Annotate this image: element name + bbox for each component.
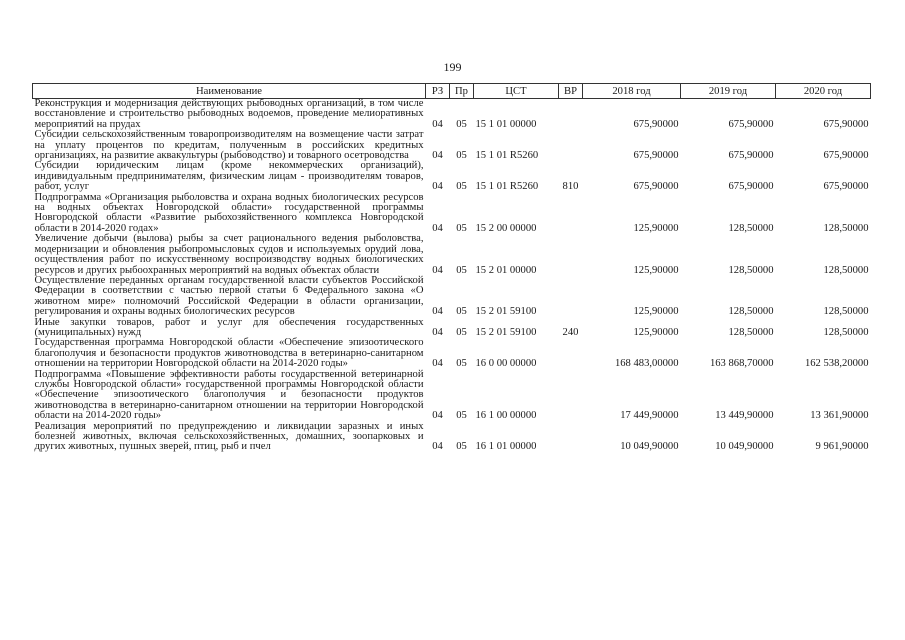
- row-vr: [559, 130, 583, 161]
- row-pr: 05: [456, 358, 467, 370]
- row-pr: 05: [456, 118, 467, 130]
- table-header: [33, 84, 871, 99]
- row-2019: 128,50000: [728, 326, 774, 338]
- row-2020: 9 961,90000: [815, 441, 869, 453]
- row-cst: 15 2 01 59100: [475, 306, 537, 318]
- row-2019: 128,50000: [728, 222, 774, 234]
- row-name: Увеличение добычи (вылова) рыбы за счет рационального ведения рыболовства, модернизации и обновления рыбопромысловых судов и используемых орудий лова, осуществления работ по искусственному воспроизводству водных биологических ресурсов и других рыбоохранных мероприятий на водных объектах области: [34, 233, 424, 276]
- row-cst: 16 1 00 00000: [475, 410, 537, 422]
- row-name: Государственная программа Новгородской области «Обеспечение эпизоотического благополучия и безопасности продуктов животноводства в ветеринарно-санитарном отношении на территории Новгородской области на 2014-2020 годы»: [34, 337, 424, 370]
- row-2019: 10 049,90000: [715, 441, 774, 453]
- row-2018: 125,90000: [633, 306, 679, 318]
- row-2019: 163 868,70000: [709, 358, 774, 370]
- row-2019: 128,50000: [728, 306, 774, 318]
- row-rz: 04: [432, 181, 443, 193]
- row-vr: 240: [562, 326, 579, 338]
- row-vr: 810: [562, 181, 579, 193]
- row-cst: 15 1 01 R5260: [475, 150, 539, 162]
- row-2018: 675,90000: [633, 118, 679, 130]
- row-name: Иные закупки товаров, работ и услуг для обеспечения государственных (муниципальных) нужд: [34, 316, 424, 338]
- row-cst: 15 2 01 59100: [475, 326, 537, 338]
- table-row: [33, 234, 871, 276]
- row-rz: 04: [432, 441, 443, 453]
- row-cst: 15 1 01 R5260: [475, 181, 539, 193]
- row-2020: 128,50000: [823, 306, 869, 318]
- table-row: [33, 193, 871, 235]
- row-vr: [559, 370, 583, 422]
- row-2020: 675,90000: [823, 181, 869, 193]
- row-rz: 04: [432, 264, 443, 276]
- row-2018: 675,90000: [633, 181, 679, 193]
- table-row: [33, 276, 871, 318]
- header-rz: РЗ: [426, 84, 450, 99]
- row-pr: 05: [456, 222, 467, 234]
- row-rz: 04: [432, 326, 443, 338]
- row-vr: [559, 422, 583, 453]
- row-2019: 675,90000: [728, 150, 774, 162]
- row-pr: 05: [456, 306, 467, 318]
- row-rz: 04: [432, 306, 443, 318]
- table-row: [33, 99, 871, 131]
- row-2019: 128,50000: [728, 264, 774, 276]
- header-name: Наименование: [33, 84, 426, 99]
- table-row: [33, 338, 871, 369]
- table-body: [33, 99, 871, 453]
- row-pr: 05: [456, 181, 467, 193]
- row-pr: 05: [456, 326, 467, 338]
- row-2020: 128,50000: [823, 222, 869, 234]
- row-rz: 04: [432, 150, 443, 162]
- row-2020: 128,50000: [823, 264, 869, 276]
- row-cst: 15 1 01 00000: [475, 118, 537, 130]
- row-rz: 04: [432, 358, 443, 370]
- row-2018: 17 449,90000: [620, 410, 679, 422]
- row-cst: 15 2 00 00000: [475, 222, 537, 234]
- row-vr: [559, 234, 583, 276]
- row-2018: 675,90000: [633, 150, 679, 162]
- row-2019: 675,90000: [728, 181, 774, 193]
- header-vr: ВР: [559, 84, 583, 99]
- row-2019: 13 449,90000: [715, 410, 774, 422]
- table-row: [33, 130, 871, 161]
- row-2018: 168 483,00000: [614, 358, 679, 370]
- row-pr: 05: [456, 441, 467, 453]
- row-name: Подпрограмма «Организация рыболовства и охрана водных биологических ресурсов на водных объектах Новгородской области» государственной программы Новгородской области «Развитие рыбохозяйственного комплекса Новгородской области в 2014-2020 годах»: [34, 191, 424, 234]
- table-row: [33, 161, 871, 192]
- budget-table: [32, 83, 871, 453]
- row-2020: 162 538,20000: [804, 358, 869, 370]
- row-pr: 05: [456, 410, 467, 422]
- row-cst: 15 2 01 00000: [475, 264, 537, 276]
- row-2018: 10 049,90000: [620, 441, 679, 453]
- row-2020: 675,90000: [823, 118, 869, 130]
- header-2019: 2019 год: [681, 84, 776, 99]
- row-name: Субсидии юридическим лицам (кроме некоммерческих организаций), индивидуальным предпринимателям, физическим лицам - производителям товаров, работ, услуг: [34, 160, 424, 193]
- row-name: Реконструкция и модернизация действующих рыбоводных организаций, в том числе восстановление и строительство рыбоводных водоемов, проведение мелиоративных мероприятий на прудах: [34, 98, 424, 130]
- row-2020: 128,50000: [823, 326, 869, 338]
- row-pr: 05: [456, 150, 467, 162]
- row-name: Субсидии сельскохозяйственным товаропроизводителям на возмещение части затрат на уплату процентов по кредитам, полученным в российских кредитных организациях, на развитие аквакультуры (рыбоводство) и товарного осетроводства: [34, 129, 424, 162]
- header-2018: 2018 год: [583, 84, 681, 99]
- row-name: Подпрограмма «Повышение эффективности работы государственной ветеринарной службы Новгородской области» государственной программы Новгородской области «Обеспечение эпизоотического благополучия и безопасности продуктов животноводства в ветеринарно-санитарном отношении на территории Новгородской области на 2014-2020 годы»: [34, 368, 424, 422]
- table-row: [33, 370, 871, 422]
- row-2019: 675,90000: [728, 118, 774, 130]
- row-vr: [559, 276, 583, 318]
- table-row: [33, 318, 871, 339]
- row-vr: [559, 193, 583, 235]
- row-rz: 04: [432, 410, 443, 422]
- row-2020: 13 361,90000: [810, 410, 869, 422]
- row-2018: 125,90000: [633, 264, 679, 276]
- row-name: Реализация мероприятий по предупреждению и ликвидации заразных и иных болезней животных, включая сельскохозяйственных, домашних, зоопарковых и других животных, пушных зверей, птиц, рыб и пчел: [34, 420, 424, 453]
- row-name: Осуществление переданных органам государственной власти субъектов Российской Федерации в соответствии с частью первой статьи 6 Федерального закона «О животном мире» полномочий Российской Федерации в области организации, регулирования и охраны водных биологических ресурсов: [34, 274, 424, 318]
- row-2020: 675,90000: [823, 150, 869, 162]
- row-vr: [559, 338, 583, 369]
- row-vr: [559, 99, 583, 131]
- row-rz: 04: [432, 118, 443, 130]
- row-pr: 05: [456, 264, 467, 276]
- row-2018: 125,90000: [633, 326, 679, 338]
- row-rz: 04: [432, 222, 443, 234]
- page-number: 199: [443, 60, 462, 74]
- header-2020: 2020 год: [776, 84, 871, 99]
- header-pr: Пр: [450, 84, 474, 99]
- header-cst: ЦСТ: [474, 84, 559, 99]
- table-row: [33, 422, 871, 453]
- row-2018: 125,90000: [633, 222, 679, 234]
- row-cst: 16 0 00 00000: [475, 358, 537, 370]
- row-cst: 16 1 01 00000: [475, 441, 537, 453]
